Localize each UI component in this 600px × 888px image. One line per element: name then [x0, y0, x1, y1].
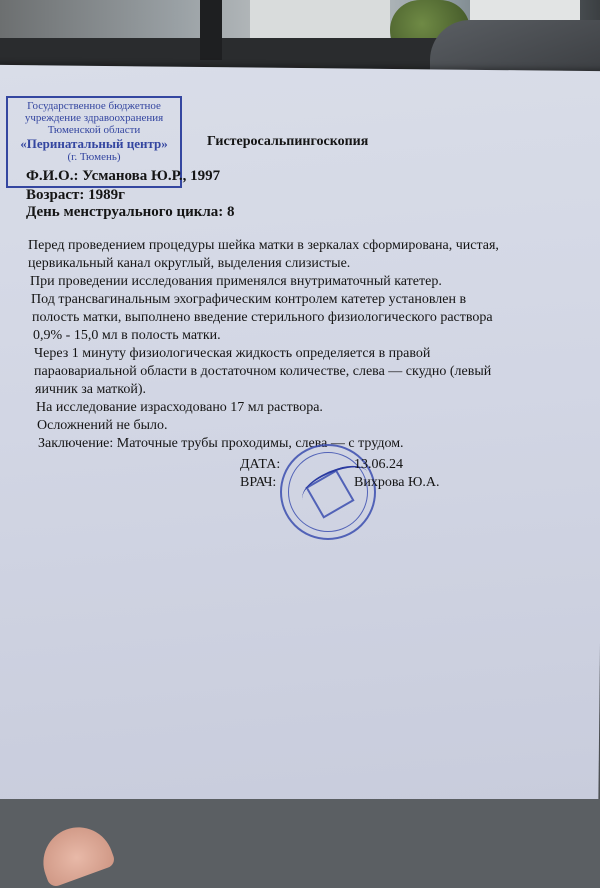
- cycle-day: День менструального цикла: 8: [26, 204, 235, 220]
- body-line: Осложнений не было.: [37, 418, 168, 433]
- stamp-line: Государственное бюджетное: [27, 100, 161, 112]
- body-line: полость матки, выполнено введение стерильного физиологического раствора: [32, 310, 493, 325]
- document-title: Гистеросальпингоскопия: [207, 134, 369, 149]
- stamp-line: Тюменской области: [47, 124, 141, 136]
- date-label: ДАТА:: [240, 457, 281, 472]
- doctor-name: Вихрова Ю.А.: [354, 475, 440, 490]
- body-line: При проведении исследования применялся внутриматочный катетер.: [30, 274, 442, 289]
- stamp-line: (г. Тюмень): [67, 151, 121, 163]
- body-line: яичник за маткой).: [35, 382, 146, 397]
- patient-age: Возраст: 1989г: [26, 187, 125, 203]
- body-line: Через 1 минуту физиологическая жидкость определяется в правой: [34, 346, 431, 361]
- body-line: параовариальной области в достаточном количестве, слева — скудно (левый: [34, 364, 492, 379]
- patient-name: Ф.И.О.: Усманова Ю.Р., 1997: [26, 168, 221, 184]
- body-line: На исследование израсходовано 17 мл раствора.: [36, 400, 323, 415]
- mirror-mount: [200, 0, 222, 60]
- finger-holding-paper: [34, 818, 117, 888]
- stamp-line: «Перинатальный центр»: [20, 136, 168, 151]
- body-line: цервикальный канал округлый, выделения слизистые.: [28, 256, 351, 271]
- doctor-label: ВРАЧ:: [240, 475, 277, 490]
- conclusion-line: Заключение: Маточные трубы проходимы, слева — с трудом.: [38, 436, 404, 451]
- date-value: 13.06.24: [354, 457, 403, 472]
- medical-report: [0, 68, 600, 799]
- body-line: Перед проведением процедуры шейка матки в зеркалах сформирована, чистая,: [28, 238, 499, 253]
- body-line: 0,9% - 15,0 мл в полость матки.: [33, 328, 221, 343]
- stamp-line: учреждение здравоохранения: [24, 112, 164, 124]
- body-line: Под трансвагинальным эхографическим контролем катетер установлен в: [31, 292, 467, 307]
